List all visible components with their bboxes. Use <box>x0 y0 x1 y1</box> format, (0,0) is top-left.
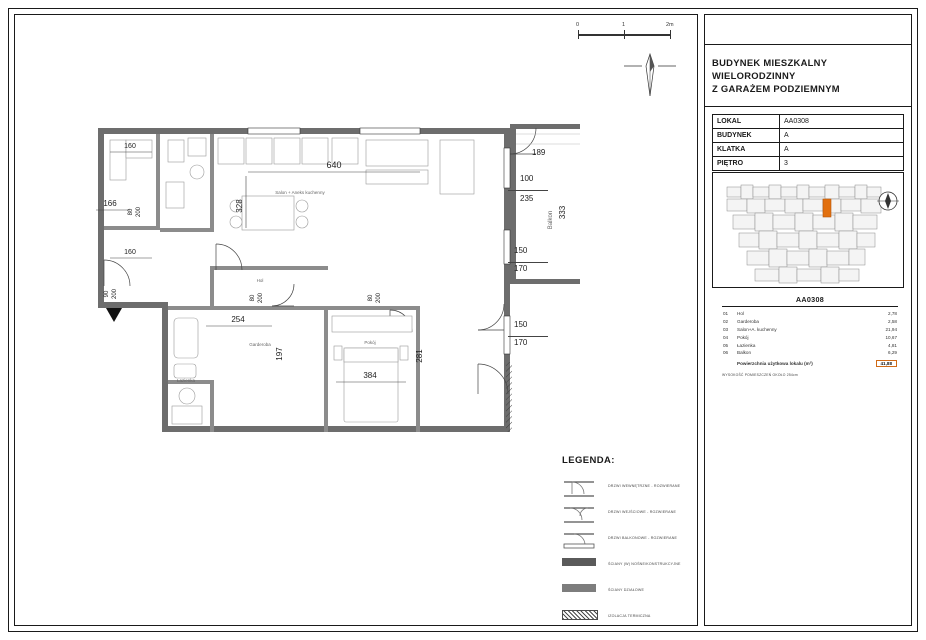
total-label: Powierzchnia użytkowa lokalu (m²) <box>737 360 813 366</box>
svg-text:166: 166 <box>103 199 117 208</box>
room-no: 03 <box>723 326 729 332</box>
thermal-insulation-swatch <box>562 610 598 620</box>
legend-item-wall-partition <box>562 580 692 606</box>
svg-text:200: 200 <box>258 292 264 304</box>
key-plan-highlight <box>823 199 831 217</box>
room-area: 10,67 <box>885 334 897 340</box>
total-spacer <box>722 357 736 368</box>
table-row <box>713 157 904 171</box>
svg-text:200: 200 <box>376 292 382 304</box>
legend-item-label: ŚCIANY (W) NOŚNE/KONSTRUKCYJNE <box>608 562 681 566</box>
svg-text:200: 200 <box>112 288 118 300</box>
title-divider-bottom <box>704 106 912 107</box>
room-name: Balkon <box>737 350 752 356</box>
scale-bar <box>574 22 674 44</box>
key-plan <box>712 172 904 288</box>
unit-info-key: BUDYNEK <box>713 129 780 143</box>
north-arrow <box>620 52 680 100</box>
scale-tick-1 <box>624 30 625 39</box>
project-title-line1: BUDYNEK MIESZKALNY WIELORODZINNY <box>712 57 828 81</box>
svg-text:160: 160 <box>124 143 136 150</box>
room-schedule <box>722 295 898 377</box>
svg-text:200: 200 <box>136 206 142 218</box>
svg-text:160: 160 <box>124 249 136 256</box>
schedule-table <box>722 310 898 368</box>
room-area: 4,81 <box>888 342 897 348</box>
room-name: Pokój <box>737 334 749 340</box>
door-double-swing-icon <box>562 504 596 526</box>
svg-text:Garderoba: Garderoba <box>249 342 271 347</box>
schedule-header: AA0308 <box>722 295 898 307</box>
table-row <box>713 129 904 143</box>
legend-item-label: DRZWI WEWNĘTRZNE - ROZWIERANE <box>608 484 681 488</box>
room-no: 02 <box>723 319 729 325</box>
room-no: 06 <box>723 350 729 356</box>
table-row <box>722 349 898 357</box>
scale-label-2: 2m <box>666 22 674 28</box>
svg-text:384: 384 <box>363 371 377 380</box>
table-row <box>713 115 904 129</box>
table-row <box>722 341 898 349</box>
room-no: 05 <box>723 342 729 348</box>
room-no: 04 <box>723 334 729 340</box>
svg-text:80: 80 <box>128 208 134 216</box>
svg-text:80: 80 <box>368 294 374 302</box>
room-area: 21,94 <box>885 326 897 332</box>
unit-info-value: A <box>780 129 904 143</box>
project-title-line2: Z GARAŻEM PODZIEMNYM <box>712 83 840 94</box>
room-no: 01 <box>723 311 729 317</box>
svg-text:Pokój: Pokój <box>364 340 376 345</box>
unit-info-table <box>712 114 904 171</box>
total-value-cell <box>870 357 898 368</box>
unit-info-value: AA0308 <box>780 115 904 129</box>
svg-text:197: 197 <box>275 347 284 361</box>
scale-tick-0 <box>578 30 579 39</box>
legend-item-label: ŚCIANY DZIAŁOWE <box>608 588 645 592</box>
svg-text:254: 254 <box>231 315 245 324</box>
table-row <box>722 318 898 326</box>
legend-title: LEGENDA: <box>562 455 615 466</box>
legend-item-insulation <box>562 606 692 632</box>
title-divider-top <box>704 44 912 45</box>
table-row <box>713 143 904 157</box>
legend-item-label: DRZWI WEJŚCIOWE - ROZWIERANE <box>608 510 677 514</box>
room-name: Łazienka <box>737 342 756 348</box>
room-name: Garderoba <box>737 319 759 325</box>
room-area: 2,58 <box>888 319 897 325</box>
unit-info-value: A <box>780 143 904 157</box>
room-name: Hol <box>737 311 744 317</box>
svg-text:Łazienka: Łazienka <box>176 378 196 383</box>
door-single-swing-icon <box>562 478 596 500</box>
room-area: 2,78 <box>888 311 897 317</box>
svg-text:Salon + Aneks kuchenny: Salon + Aneks kuchenny <box>275 190 325 195</box>
legend-item-label: IZOLACJA TERMICZNA <box>608 614 651 618</box>
table-row <box>722 326 898 334</box>
legend-item-door-balcony <box>562 528 692 554</box>
table-row <box>722 333 898 341</box>
wall-structural-swatch <box>562 558 596 566</box>
unit-info-value: 3 <box>780 157 904 171</box>
total-area-value: 41,88 <box>876 360 898 367</box>
door-balcony-icon <box>562 530 596 552</box>
scale-label-0: 0 <box>576 22 580 28</box>
schedule-total-row <box>722 357 898 368</box>
svg-text:Hol: Hol <box>256 278 264 283</box>
room-name: Salon+A. kuchenny <box>737 326 777 332</box>
project-title <box>712 56 906 95</box>
svg-text:80: 80 <box>250 294 256 302</box>
ceiling-height-note: WYSOKOŚĆ POMIESZCZEŃ OKOŁO 254cm <box>722 373 798 378</box>
unit-info-key: PIĘTRO <box>713 157 780 171</box>
unit-info-key: KLATKA <box>713 143 780 157</box>
table-row <box>722 310 898 318</box>
svg-text:90: 90 <box>104 290 110 298</box>
legend-item-door-single <box>562 476 692 502</box>
scale-tick-2 <box>670 30 671 39</box>
svg-text:328: 328 <box>235 199 244 213</box>
legend <box>562 455 692 618</box>
svg-text:Balkon: Balkon <box>548 210 554 230</box>
legend-item-wall-structural <box>562 554 692 580</box>
entrance-marker <box>106 308 122 322</box>
scale-label-1: 1 <box>622 22 626 28</box>
legend-item-door-double <box>562 502 692 528</box>
wall-partition-swatch <box>562 584 596 592</box>
svg-text:640: 640 <box>326 160 342 170</box>
svg-text:281: 281 <box>415 349 424 363</box>
balcony-dimensions: 189 100 235 333 150 170 150 170 <box>500 138 570 378</box>
unit-info-key: LOKAL <box>713 115 780 129</box>
room-area: 6,29 <box>888 350 897 356</box>
legend-item-label: DRZWI BALKONOWE - ROZWIERANE <box>608 536 678 540</box>
